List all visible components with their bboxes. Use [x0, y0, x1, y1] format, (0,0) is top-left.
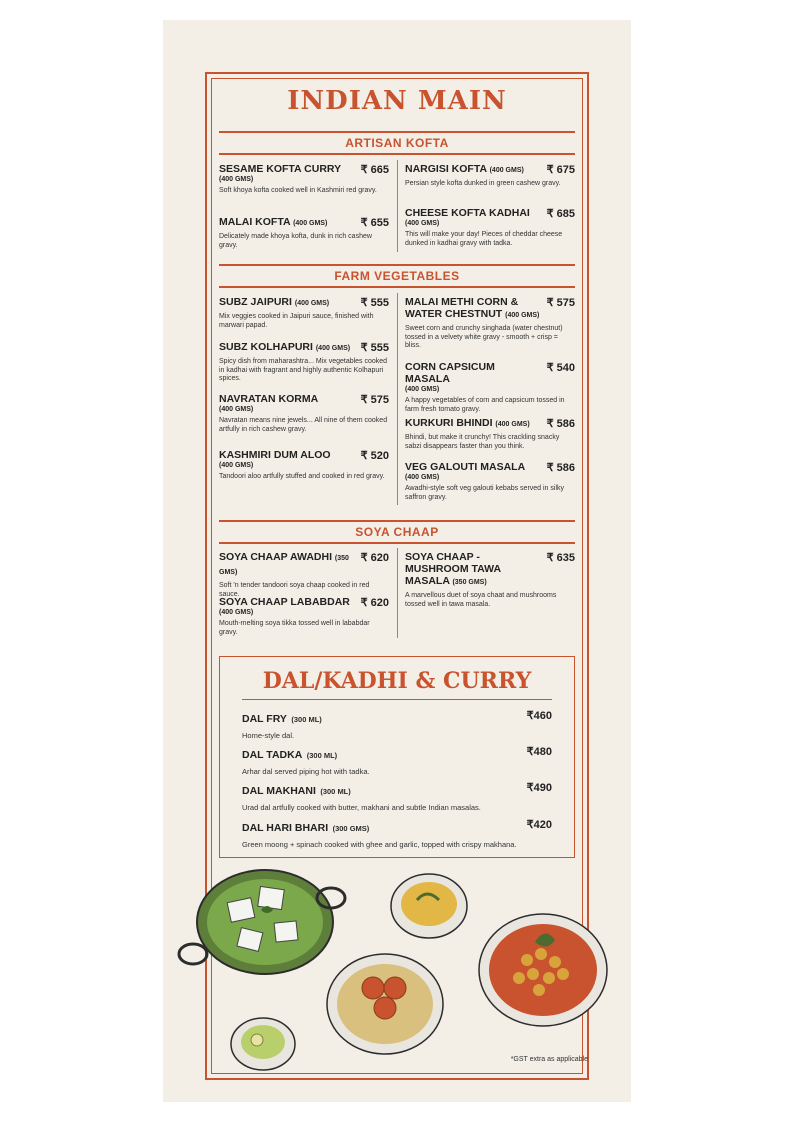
item-description: Persian style kofta dunked in green cashew gravy. — [405, 180, 561, 187]
item-price: ₹420 — [526, 819, 552, 831]
item-description: Green moong + spinach cooked with ghee and garlic, topped with crispy makhana. — [242, 840, 517, 849]
item-name: SESAME KOFTA CURRY — [219, 163, 342, 175]
menu-item — [405, 417, 575, 451]
menu-item — [405, 551, 575, 609]
menu-item — [219, 163, 389, 196]
item-size: (300 GMS) — [332, 824, 370, 833]
menu-item — [219, 596, 389, 637]
menu-item — [405, 361, 575, 414]
item-name: NAVRATAN KORMA — [219, 393, 319, 405]
section-heading-soya-chaap: SOYA CHAAP — [219, 520, 575, 544]
item-size: (400 GMS) — [405, 474, 440, 481]
menu-item — [242, 818, 552, 849]
item-description: Mouth-melting soya tikka tossed well in lababdar gravy. — [219, 620, 370, 636]
dal-bowl-illustration — [391, 874, 467, 938]
item-size: (400 GMS) — [294, 300, 330, 307]
menu-title: INDIAN MAIN — [287, 86, 507, 116]
item-name: DAL MAKHANI — [242, 785, 316, 797]
item-size: (350 GMS) — [219, 555, 349, 576]
gst-footnote: *GST extra as applicable — [510, 1056, 588, 1063]
item-description: This will make your day! Pieces of cheddar cheese dunked in kadhai gravy with tadka. — [405, 231, 563, 247]
item-price: ₹ 555 — [360, 297, 389, 309]
item-description: A happy vegetables of corn and capsicum tossed in farm fresh tomato gravy. — [405, 397, 565, 413]
item-name: SUBZ JAIPURI — [219, 296, 292, 308]
item-size: (400 GMS) — [219, 609, 254, 616]
rice-plate-illustration — [327, 954, 443, 1054]
item-size: (300 ML) — [291, 715, 322, 724]
item-price: ₹480 — [526, 746, 552, 758]
section-heading-farm-vegetables: FARM VEGETABLES — [219, 264, 575, 288]
item-size: (400 GMS) — [489, 167, 524, 174]
item-price: ₹ 586 — [546, 418, 575, 430]
item-size: (400 GMS) — [495, 421, 530, 428]
item-name: SOYA CHAAP - MUSHROOM TAWA MASALA — [405, 551, 501, 587]
item-price: ₹ 620 — [360, 597, 389, 609]
column-divider — [397, 548, 398, 638]
item-name: MALAI METHI CORN & WATER CHESTNUT — [405, 296, 519, 320]
menu-item — [242, 745, 552, 776]
item-size: (400 GMS) — [219, 176, 254, 183]
item-description: Soft khoya kofta cooked well in Kashmiri red gravy. — [219, 187, 377, 194]
item-description: Tandoori aloo artfully stuffed and cooked in red gravy. — [219, 473, 385, 480]
item-price: ₹460 — [526, 710, 552, 722]
item-description: Sweet corn and crunchy singhada (water chestnut) tossed in a velvety white gravy - smooth + crisp = bliss. — [405, 325, 563, 349]
column-divider — [397, 160, 398, 252]
menu-item — [219, 216, 389, 250]
item-description: Soft 'n tender tandoori soya chaap cooked in red sauce. — [219, 582, 370, 598]
chole-bowl-illustration — [479, 914, 607, 1026]
section-heading-dal: DAL/KADHI & CURRY — [262, 668, 532, 694]
item-name: DAL FRY — [242, 713, 287, 725]
item-price: ₹ 540 — [546, 362, 575, 374]
item-price: ₹ 520 — [360, 450, 389, 462]
menu-item — [219, 449, 389, 482]
dal-rule — [242, 699, 552, 700]
item-price: ₹490 — [526, 782, 552, 794]
item-name: NARGISI KOFTA — [405, 163, 487, 175]
item-size: (400 GMS) — [405, 386, 440, 393]
palak-paneer-illustration — [179, 870, 345, 974]
side-bowl-illustration — [231, 1018, 295, 1070]
item-size: (350 GMS) — [452, 579, 487, 586]
menu-item — [405, 296, 575, 351]
item-price: ₹ 675 — [546, 164, 575, 176]
item-price: ₹ 620 — [360, 552, 389, 564]
menu-item — [219, 551, 389, 599]
item-description: Home-style dal. — [242, 731, 295, 740]
item-name: VEG GALOUTI MASALA — [405, 461, 526, 473]
item-name: KURKURI BHINDI — [405, 417, 493, 429]
item-name: CORN CAPSICUM MASALA — [405, 361, 495, 385]
menu-item — [219, 341, 389, 384]
item-size: (400 GMS) — [315, 345, 351, 352]
item-description: Delicately made khoya kofta, dunk in rich cashew gravy. — [219, 233, 372, 249]
item-price: ₹ 586 — [546, 462, 575, 474]
item-description: Navratan means nine jewels... All nine of them cooked artfully in rich cashew gravy. — [219, 417, 388, 433]
item-price: ₹ 685 — [546, 208, 575, 220]
item-size: (300 ML) — [306, 751, 338, 760]
item-price: ₹ 575 — [360, 394, 389, 406]
column-divider — [397, 293, 398, 505]
menu-item — [405, 207, 575, 248]
item-size: (400 GMS) — [219, 462, 254, 469]
item-size: (400 GMS) — [505, 312, 540, 319]
item-description: Mix veggies cooked in Jaipuri sauce, finished with marwari papad. — [219, 313, 374, 329]
item-description: Urad dal artfully cooked with butter, makhani and subtle Indian masalas. — [242, 803, 481, 812]
item-description: Arhar dal served piping hot with tadka. — [242, 767, 370, 776]
menu-item — [242, 781, 552, 812]
menu-item — [219, 296, 389, 330]
menu-item — [405, 461, 575, 502]
item-description: Bhindi, but make it crunchy! This crackling snacky sabzi disappears faster than you think. — [405, 434, 560, 450]
item-size: (400 GMS) — [405, 220, 440, 227]
section-heading-artisan-kofta: ARTISAN KOFTA — [219, 131, 575, 155]
item-name: CHEESE KOFTA KADHAI — [405, 207, 530, 219]
item-description: Awadhi-style soft veg galouti kebabs served in silky saffron gravy. — [405, 485, 565, 501]
item-size: (300 ML) — [320, 787, 351, 796]
item-price: ₹ 575 — [546, 297, 575, 309]
item-price: ₹ 555 — [360, 342, 389, 354]
item-price: ₹ 665 — [360, 164, 389, 176]
item-description: Spicy dish from maharashtra... Mix vegetables cooked in kadhai with fragrant and highly authentic Kolhapuri spices. — [219, 358, 388, 382]
food-illustrations — [163, 858, 631, 1078]
item-name: MALAI KOFTA — [219, 216, 291, 228]
item-price: ₹ 655 — [360, 217, 389, 229]
item-name: DAL TADKA — [242, 749, 303, 761]
item-name: KASHMIRI DUM ALOO — [219, 449, 331, 461]
item-size: (400 GMS) — [219, 406, 254, 413]
menu-item — [219, 393, 389, 434]
item-description: A marvellous duet of soya chaat and mushrooms tossed well in tawa masala. — [405, 592, 557, 608]
item-name: SUBZ KOLHAPURI — [219, 341, 313, 353]
item-name: SOYA CHAAP LABABDAR — [219, 596, 350, 608]
menu-item — [242, 709, 552, 740]
item-size: (400 GMS) — [293, 220, 328, 227]
menu-item — [405, 163, 575, 189]
item-name: SOYA CHAAP AWADHI — [219, 551, 332, 563]
item-name: DAL HARI BHARI — [242, 822, 329, 834]
item-price: ₹ 635 — [546, 552, 575, 564]
